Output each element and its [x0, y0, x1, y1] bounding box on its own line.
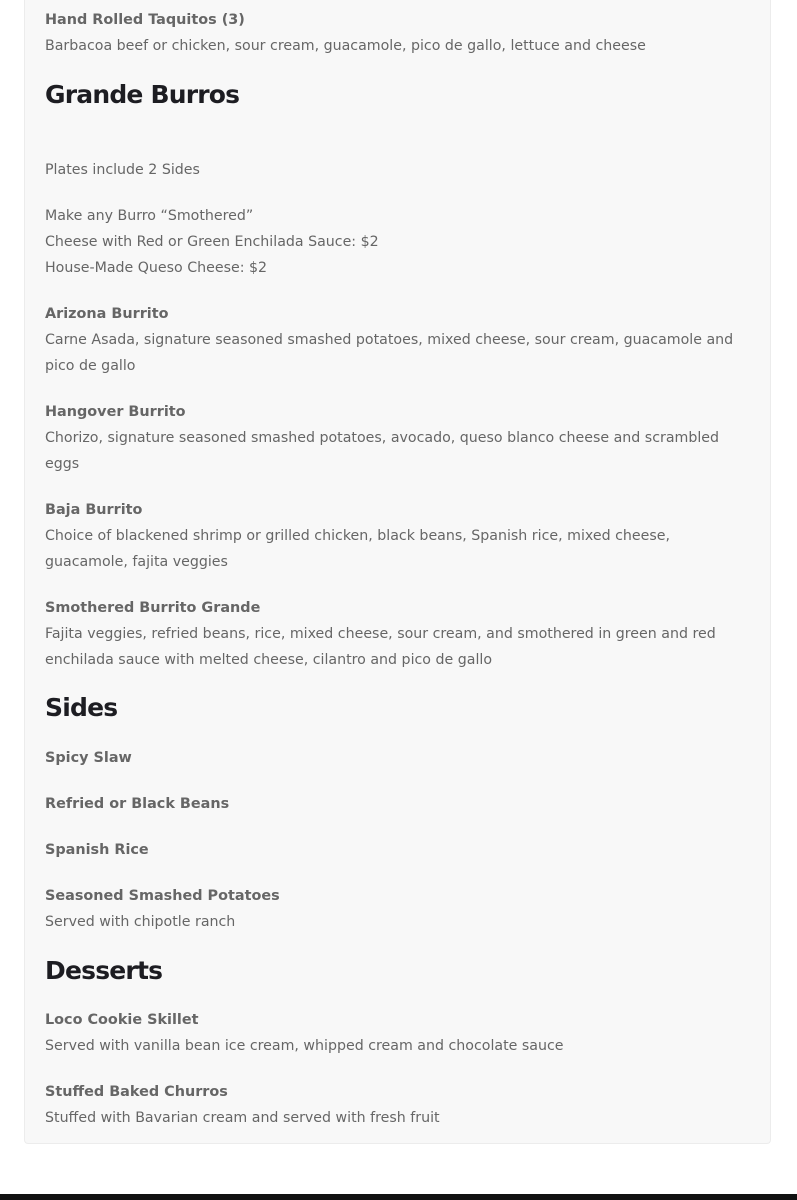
smothered-option: Cheese with Red or Green Enchilada Sauce: $2: [45, 234, 379, 250]
item-name-smashed-potatoes: Seasoned Smashed Potatoes: [45, 888, 280, 904]
item-name-spicy-slaw: Spicy Slaw: [45, 750, 132, 766]
item-name-baja-burrito: Baja Burrito: [45, 502, 143, 518]
item-name-loco-cookie-skillet: Loco Cookie Skillet: [45, 1012, 199, 1028]
item-name-stuffed-baked-churros: Stuffed Baked Churros: [45, 1084, 228, 1100]
item-desc-stuffed-baked-churros: Stuffed with Bavarian cream and served with fresh fruit: [45, 1110, 440, 1126]
item-name-hangover-burrito: Hangover Burrito: [45, 404, 186, 420]
item-name-smothered-burrito-grande: Smothered Burrito Grande: [45, 600, 261, 616]
item-name-taquitos: Hand Rolled Taquitos (3): [45, 12, 245, 28]
item-desc-loco-cookie-skillet: Served with vanilla bean ice cream, whipped cream and chocolate sauce: [45, 1038, 564, 1054]
section-heading-grande-burros: Grande Burros: [45, 80, 240, 109]
item-desc-hangover-burrito: Chorizo, signature seasoned smashed potatoes, avocado, queso blanco cheese and scrambled eggs: [45, 430, 720, 472]
item-name-spanish-rice: Spanish Rice: [45, 842, 149, 858]
section-heading-sides: Sides: [45, 693, 118, 722]
smothered-title: Make any Burro “Smothered”: [45, 208, 254, 224]
item-name-beans: Refried or Black Beans: [45, 796, 230, 812]
plates-note: Plates include 2 Sides: [45, 162, 200, 178]
item-desc-arizona-burrito: Carne Asada, signature seasoned smashed potatoes, mixed cheese, sour cream, guacamole and pico de gallo: [45, 332, 734, 374]
item-desc-smothered-burrito-grande: Fajita veggies, refried beans, rice, mixed cheese, sour cream, and smothered in green and red enchilada sauce with melted cheese, cilantro and pico de gallo: [45, 626, 716, 668]
item-desc-baja-burrito: Choice of blackened shrimp or grilled chicken, black beans, Spanish rice, mixed cheese, guacamole, fajita veggies: [45, 528, 670, 570]
item-desc-smashed-potatoes: Served with chipotle ranch: [45, 914, 236, 930]
footer-bar: [0, 1194, 797, 1200]
section-heading-desserts: Desserts: [45, 956, 163, 985]
item-name-arizona-burrito: Arizona Burrito: [45, 306, 169, 322]
item-desc-taquitos: Barbacoa beef or chicken, sour cream, guacamole, pico de gallo, lettuce and cheese: [45, 38, 646, 54]
smothered-option: House-Made Queso Cheese: $2: [45, 260, 268, 276]
